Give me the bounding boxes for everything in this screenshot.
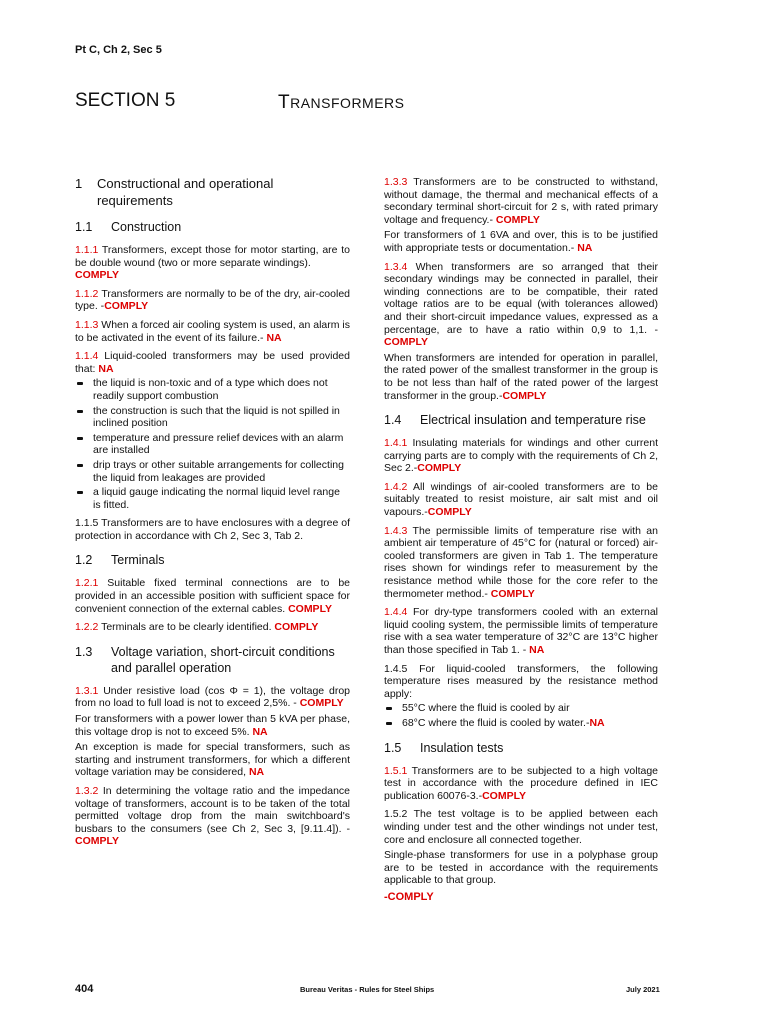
status-comply: COMPLY xyxy=(502,389,547,402)
para-text: For dry-type transformers cooled with an external liquid cooling system, the permissible limits of temperature rise with a sea water temperature of 32°C are 13°C higher than those specified in Tab 1. - xyxy=(384,606,658,656)
status-na: NA xyxy=(252,725,268,738)
para-1-1-3 xyxy=(75,319,350,344)
para-1-5-2: 1.5.2 The test voltage is to be applied between each winding under test and the other windings not under test, core and enclosure all connected together. xyxy=(384,808,658,846)
status-na: NA xyxy=(248,766,265,779)
heading-text: Insulation tests xyxy=(420,740,504,755)
para-text: Under resistive load (cos Φ = 1), the voltage drop from no load to full load is not to exceed 2,5%. - xyxy=(75,684,350,710)
para-text: In determining the voltage ratio and the impedance voltage of transformers, account is to be taken of the total permitted voltage drop from the main switchboard's busbars to the consumers (see Ch 2, Sec 3, [9.11.4]). - xyxy=(75,785,350,835)
list-item: the liquid is non-toxic and of a type which does not readily support combustion xyxy=(75,377,350,402)
status-na: NA xyxy=(98,362,114,375)
heading-number: 1.5 xyxy=(384,740,402,755)
para-number: 1.4.1 xyxy=(384,437,408,450)
para-1-4-5: 1.4.5 For liquid-cooled transformers, the following temperature rises measured by the resistance method apply: xyxy=(384,662,658,700)
final-status xyxy=(384,891,658,904)
footer-publication: Bureau Veritas - Rules for Steel Ships xyxy=(300,985,435,994)
para-text: All windings of air-cooled transformers are to be suitably treated to resist moisture, air salt mist and oil vapours.- xyxy=(384,480,658,519)
status-comply: COMPLY xyxy=(75,269,119,282)
heading-number: 1.1 xyxy=(75,220,93,234)
status-comply: COMPLY xyxy=(417,462,462,475)
para-1-4-2 xyxy=(384,481,658,519)
section-title xyxy=(278,92,405,114)
running-header: Pt C, Ch 2, Sec 5 xyxy=(75,44,162,56)
heading-1-5 xyxy=(384,740,658,756)
para-text: Suitable fixed terminal connections are to be provided in an accessible position with sufficient space for convenient connection of the external cables. xyxy=(75,577,350,615)
para-number: 1.3.4 xyxy=(384,260,408,273)
left-column xyxy=(75,175,350,854)
title-rest: RANSFORMERS xyxy=(290,95,405,111)
para-text: Liquid-cooled transformers may be used provided that: xyxy=(75,350,350,375)
list-item: drip trays or other suitable arrangements for collecting the liquid from leakages are provided xyxy=(75,459,350,484)
bullet-list-1-1-4 xyxy=(75,377,350,511)
status-na: NA xyxy=(529,644,545,656)
para-text: The permissible limits of temperature rise with an ambient air temperature of 45°C for (natural or forced) air-cooled transformers are given in Tab 1. The temperature rises shown for windings refer to measurement by the resistance method while those for the core refer to the thermometer method.- xyxy=(384,524,658,600)
para-text: Terminals are to be clearly identified. xyxy=(98,621,275,634)
heading-text: Terminals xyxy=(111,553,165,568)
status-comply: COMPLY xyxy=(387,890,434,903)
status-comply: COMPLY xyxy=(427,506,472,519)
para-text: Transformers are normally to be of the dry, air-cooled type. - xyxy=(75,287,350,313)
status-comply: COMPLY xyxy=(104,300,149,313)
para-text: An exception is made for special transformers, such as starting and instrument transformers, for which a different voltage variation may be considered, xyxy=(75,741,350,779)
list-item: a liquid gauge indicating the normal liquid level range is fitted. xyxy=(75,486,350,511)
para-text: Insulating materials for windings and other current carrying parts are to comply with the requirements of Ch 2, Sec 2.- xyxy=(384,437,658,475)
para-number: 1.2.2 xyxy=(75,621,99,634)
para-1-3-3 xyxy=(384,176,658,226)
para-1-3-1-b xyxy=(75,713,350,738)
title-initial: T xyxy=(278,92,291,113)
para-1-3-4-b xyxy=(384,352,658,402)
status-comply: COMPLY xyxy=(75,835,119,848)
para-number: 1.3.3 xyxy=(384,176,408,188)
status-comply: COMPLY xyxy=(299,697,344,710)
para-1-3-2 xyxy=(75,785,350,848)
list-item: temperature and pressure relief devices with an alarm are installed xyxy=(75,432,350,457)
heading-1-4 xyxy=(384,412,658,428)
status-comply: COMPLY xyxy=(495,213,540,226)
para-text: For transformers with a power lower than 5 kVA per phase, this voltage drop is not to exceed 5%. xyxy=(75,713,350,738)
para-number: 1.4.4 xyxy=(384,606,408,619)
para-text: Transformers, except those for motor starting, are to be double wound (two or more separate windings). xyxy=(75,244,350,269)
status-comply: COMPLY xyxy=(482,789,527,802)
para-1-3-3-b xyxy=(384,229,658,254)
bullet-list-1-4-5 xyxy=(384,702,658,729)
para-text: When a forced air cooling system is used, an alarm is to be activated in the event of its failure.- xyxy=(75,318,350,344)
para-text: For transformers of 1 6VA and over, this is to be justified with appropriate tests or documentation.- xyxy=(384,229,658,254)
para-number: 1.1.4 xyxy=(75,350,99,363)
para-1-4-1 xyxy=(384,437,658,475)
para-number: 1.4.3 xyxy=(384,524,408,537)
para-1-2-2 xyxy=(75,621,350,634)
list-item xyxy=(384,717,658,730)
para-1-3-1-c xyxy=(75,741,350,779)
heading-text: Electrical insulation and temperature rise xyxy=(420,413,646,428)
heading-number: 1 xyxy=(75,176,83,191)
right-column xyxy=(384,176,658,910)
status-dash: - xyxy=(384,890,388,903)
heading-number: 1.2 xyxy=(75,553,93,568)
section-label: SECTION 5 xyxy=(75,90,176,111)
list-item: 55°C where the fluid is cooled by air xyxy=(384,702,658,715)
para-number: 1.1.1 xyxy=(75,244,99,256)
footer-date: July 2021 xyxy=(626,985,660,994)
list-item-text: 68°C where the fluid is cooled by water.- xyxy=(402,716,590,729)
status-comply: COMPLY xyxy=(274,621,319,634)
status-comply: COMPLY xyxy=(490,587,535,600)
para-number: 1.4.2 xyxy=(384,480,408,493)
heading-1-2 xyxy=(75,552,350,568)
status-comply: COMPLY xyxy=(384,336,428,349)
para-1-3-1 xyxy=(75,685,350,710)
para-text: Transformers are to be constructed to withstand, without damage, the thermal and mechanical effects of a secondary terminal short-circuit for 2 s, with rated primary voltage and frequency.- xyxy=(384,176,658,226)
para-number: 1.5.1 xyxy=(384,764,408,777)
para-1-1-5: 1.1.5 Transformers are to have enclosures with a degree of protection in accordance with Ch 2, Sec 3, Tab 2. xyxy=(75,517,350,542)
status-na: NA xyxy=(577,241,593,254)
status-comply: COMPLY xyxy=(288,602,333,615)
para-number: 1.1.2 xyxy=(75,287,99,300)
heading-number: 1.3 xyxy=(75,644,93,659)
para-1-5-2-b: Single-phase transformers for use in a polyphase group are to be tested in accordance with the requirements applicable to that group. xyxy=(384,849,658,887)
para-number: 1.3.1 xyxy=(75,684,99,697)
heading-number: 1.4 xyxy=(384,413,402,428)
para-number: 1.2.1 xyxy=(75,577,99,590)
para-text: When transformers are so arranged that their secondary windings may be connected in parallel, their winding connections are to be compatible, their rated voltage ratios are to be equal (with tolerances allowed) and their short-circuit impedance values, expressed as a percentage, are to have a ratio within 0,9 to 1,1. - xyxy=(384,260,658,336)
status-na: NA xyxy=(589,716,605,729)
para-text: Transformers are to be subjected to a high voltage test in accordance with the procedure defined in IEC publication 60076-3.- xyxy=(384,764,658,802)
para-1-5-1 xyxy=(384,765,658,803)
para-number: 1.1.3 xyxy=(75,318,99,331)
para-1-1-4 xyxy=(75,350,350,375)
heading-1 xyxy=(75,175,350,209)
heading-1-1 xyxy=(75,219,350,235)
heading-text: Voltage variation, short-circuit conditions and parallel operation xyxy=(111,644,335,675)
heading-text: Construction xyxy=(111,220,182,234)
para-1-3-4 xyxy=(384,261,658,349)
para-1-4-3 xyxy=(384,525,658,601)
para-1-2-1 xyxy=(75,577,350,615)
para-1-1-2 xyxy=(75,288,350,313)
heading-1-3 xyxy=(75,644,350,676)
page-number: 404 xyxy=(75,983,94,995)
para-1-1-1 xyxy=(75,244,350,282)
para-1-4-4 xyxy=(384,606,658,656)
list-item: the construction is such that the liquid is not spilled in inclined position xyxy=(75,405,350,430)
heading-text: Constructional and operational requirements xyxy=(97,176,274,208)
para-text: When transformers are intended for operation in parallel, the rated power of the smallest transformer in the group is to be not less than half of the rated power of the largest transformer in the group.- xyxy=(384,351,658,402)
status-na: NA xyxy=(266,331,282,344)
para-number: 1.3.2 xyxy=(75,785,99,797)
